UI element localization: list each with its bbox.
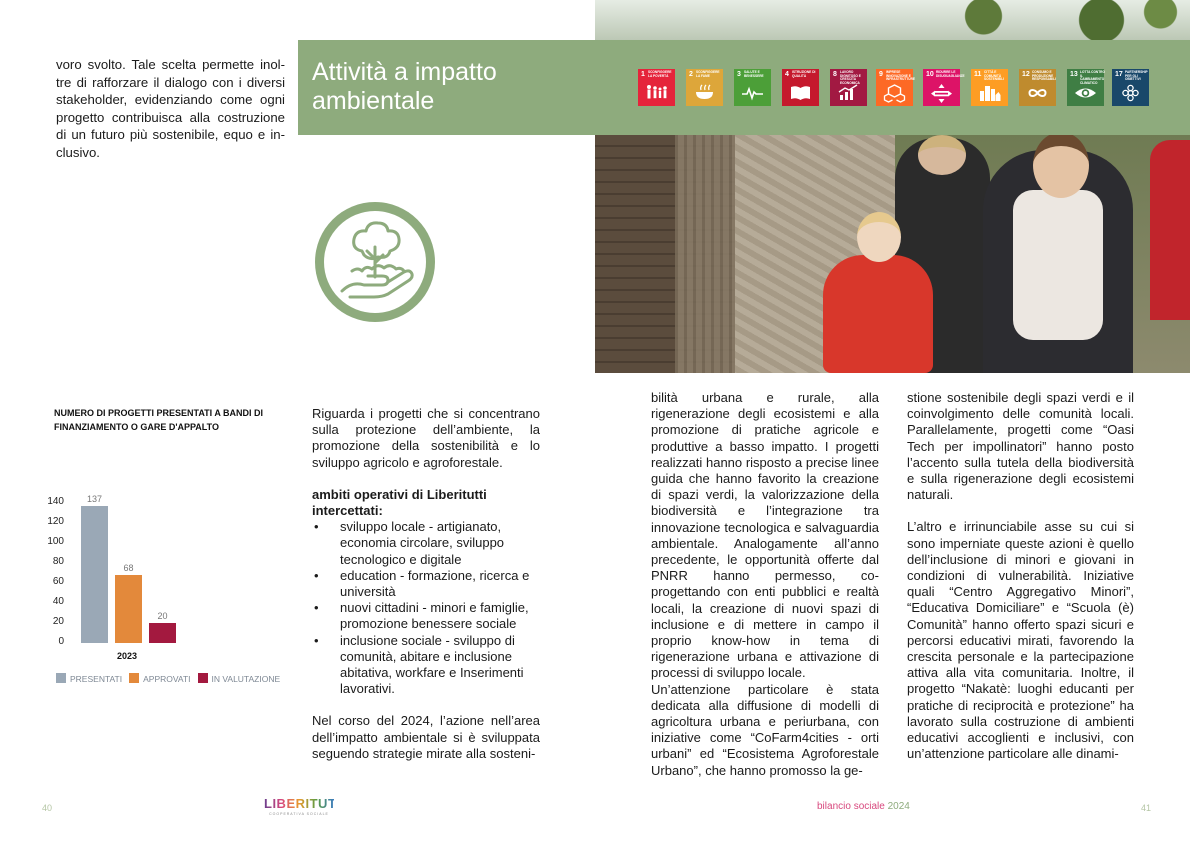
- sdg-goal-2: [686, 69, 723, 106]
- sdg-number: 17: [1115, 71, 1123, 78]
- legend-label: IN VALUTAZIONE: [211, 674, 281, 684]
- text-column-2: [312, 406, 540, 778]
- tree-in-hand-icon: [312, 199, 438, 325]
- heartbeat-icon: [741, 83, 764, 103]
- sdg-label: SALUTE E BENESSERE: [744, 70, 764, 78]
- sdg-goal-13: [1067, 69, 1104, 106]
- list-item: • education - formazione, ricerca e università: [312, 568, 540, 600]
- sdg-goal-17: [1112, 69, 1149, 106]
- legend-swatch: [56, 673, 66, 683]
- data-label: 137: [86, 494, 103, 504]
- intro-paragraph-col2: Riguarda i progetti che si concentrano sulla protezione dell’ambiente, la promozione della sostenibilità e lo sviluppo agricolo e agroforestale.: [312, 406, 540, 470]
- y-tick-label: 100: [47, 536, 64, 547]
- paragraph-col3-1: bilità urbana e rurale, alla rigenerazione degli ecosistemi e alla promozione di pratiche agricole e produttive a basso impatto. I progetti realizzati hanno risposto a precise linee guida che hanno favorito la creazione di spazi verdi, la valorizzazione della biodiversità e l’integrazione tra innovazione tecnologica e salvaguardia ambientale. Analogamente all’anno precedente, le opportunità offerte dal PNRR hanno permesso, co-progettando con enti pubblici e realtà locali, la creazione di nuovi spazi di inclusione e di mettere in campo il proprio know-how in tema di rigenerazione urbana e attivazione di processi di sviluppo locale.: [651, 390, 879, 681]
- page-number-right: 41: [1141, 803, 1152, 813]
- y-tick-label: 120: [47, 516, 64, 527]
- y-tick-label: 60: [52, 576, 64, 587]
- legend-label: PRESENTATI: [70, 674, 123, 684]
- legend-swatch: [129, 673, 139, 683]
- outro-paragraph-col2: Nel corso del 2024, l’azione nell’area dell’impatto ambientale si è sviluppata seguendo strategie mirate alla sosteni-: [312, 713, 540, 761]
- section-title: Attività a impatto ambientale: [312, 58, 497, 115]
- data-label: 20: [157, 611, 168, 621]
- sdg-number: 4: [785, 71, 789, 78]
- list-item: • nuovi cittadini - minori e famiglie, promozione benessere sociale: [312, 600, 540, 632]
- intro-line: progetto contribuisca alla costruzione: [56, 109, 285, 125]
- city-icon: [978, 83, 1001, 103]
- intro-paragraph: [56, 56, 285, 162]
- paragraph-col4-1: stione sostenibile degli spazi verdi e il coinvolgimento delle comunità locali. Parallelamente, progetti come “Oasi Tech per impollinatori” hanno posto l’accento sulla tutela della biodiversità e sulla rigenerazione degli ecosistemi naturali.: [907, 390, 1134, 503]
- sdg-goal-11: [971, 69, 1008, 106]
- sdg-goal-1: [638, 69, 675, 106]
- report-title: bilancio sociale 2024: [817, 801, 910, 812]
- sdg-label: RIDURRE LE DISUGUAGLIANZE: [936, 70, 965, 78]
- page-number-left: 40: [42, 803, 53, 813]
- x-category-label: 2023: [117, 651, 138, 661]
- sdg-label: IMPRESE INNOVAZIONE E INFRASTRUTTURE: [886, 70, 916, 82]
- bowl-icon: [693, 83, 716, 103]
- book-icon: [789, 83, 812, 103]
- projects-bar-chart: [40, 488, 290, 688]
- sdg-number: 13: [1070, 71, 1078, 78]
- list-item: • inclusione sociale - sviluppo di comunità, abitare e inclusione abitativa, workfare e Inserimenti lavorativi.: [312, 633, 540, 698]
- legend-label: APPROVATI: [143, 674, 191, 684]
- data-label: 68: [123, 563, 134, 573]
- sdg-goal-12: [1019, 69, 1056, 106]
- paragraph-col4-2: L’altro e irrinunciabile asse su cui si sono imperniate queste azioni è quello dell’inclusione di minori e giovani in condizioni di vulnerabilità. Iniziative quali “Centro Aggregativo Minori”, “Educativa Domiciliare” e “Scuola (è) Comunità” hanno offerto spazi sicuri e percorsi educativi mirati, favorendo la crescita personale e la partecipazione attiva alla vita comunitaria. Inoltre, il progetto “Nakatè: luoghi educanti per pratiche di reciprocità e protezione” ha lavorato sulla costruzione di ambienti educativi accoglienti e inclusivi, con un’attenzione particolare alle dinami-: [907, 519, 1134, 762]
- sdg-number: 3: [737, 71, 741, 78]
- sdg-goal-8: [830, 69, 867, 106]
- sdg-label: LOTTA CONTRO IL CAMBIAMENTO CLIMATICO: [1080, 70, 1105, 85]
- intro-line: voro svolto. Tale scelta permette inol-: [56, 57, 285, 72]
- sdg-number: 12: [1022, 71, 1030, 78]
- sdg-label: SCONFIGGERE LA FAME: [696, 70, 720, 78]
- sdg-label: CONSUMO E PRODUZIONE RESPONSABILI: [1032, 70, 1056, 82]
- y-tick-label: 80: [52, 556, 64, 567]
- y-tick-label: 140: [47, 496, 64, 507]
- chart-title: NUMERO DI PROGETTI PRESENTATI A BANDI DI FINANZIAMENTO O GARE D'APPALTO: [54, 408, 264, 432]
- sdg-goal-3: [734, 69, 771, 106]
- sdg-label: ISTRUZIONE DI QUALITÀ: [792, 70, 816, 78]
- sdg-number: 9: [879, 71, 883, 78]
- bar-in-valutazione: [149, 623, 176, 643]
- growth-chart-icon: [837, 83, 860, 103]
- intro-line: clusivo.: [56, 144, 100, 160]
- cubes-icon: [883, 83, 906, 103]
- liberitutti-logo: LIBERITUTTI COOPERATIVA SOCIALE: [264, 796, 349, 816]
- sdg-number: 2: [689, 71, 693, 78]
- sdg-label: CITTÀ E COMUNITÀ SOSTENIBILI: [984, 70, 1005, 82]
- equality-icon: [930, 83, 953, 103]
- text-column-4: [907, 390, 1134, 778]
- paragraph-col3-2: Un’attenzione particolare è stata dedicata alla diffusione di modelli di agricoltura urbana e periurbana, con iniziative come “CoFarm4cities - orti urbani” ed “Ecosistema Agroforestale Urbano”, che hanno promosso la ge-: [651, 681, 879, 778]
- legend-item: [56, 673, 122, 684]
- ambiti-list: [312, 519, 540, 697]
- sdg-goal-9: [876, 69, 916, 106]
- intro-line: di un futuro più sostenibile, equo e in-: [56, 127, 285, 143]
- list-item: • sviluppo locale - artigianato, economia circolare, sviluppo tecnologico e digitale: [312, 519, 540, 568]
- legend-item: [198, 673, 281, 684]
- y-tick-label: 40: [52, 596, 64, 607]
- chart-legend: [56, 673, 287, 684]
- sdg-number: 10: [926, 71, 934, 78]
- sdg-goal-4: [782, 69, 819, 106]
- sdg-number: 11: [974, 71, 982, 78]
- bar-approvati: [115, 575, 142, 643]
- y-tick-label: 0: [58, 636, 64, 647]
- intro-line: tre di rafforzare il dialogo con i diversi: [56, 74, 285, 90]
- flower-icon: [1119, 83, 1142, 103]
- legend-item: [129, 673, 190, 684]
- y-tick-label: 20: [52, 616, 64, 627]
- eye-globe-icon: [1074, 83, 1097, 103]
- sdg-goal-10: [923, 69, 965, 106]
- sdg-label: SCONFIGGERE LA POVERTÀ: [648, 70, 672, 78]
- sdg-number: 1: [641, 71, 645, 78]
- bar-presentati: [81, 506, 108, 643]
- infinity-icon: [1026, 83, 1049, 103]
- family-icon: [645, 83, 668, 103]
- sdg-number: 8: [833, 71, 837, 78]
- legend-swatch: [198, 673, 208, 683]
- sdg-label: LAVORO DIGNITOSO E CRESCITA ECONOMICA: [840, 70, 861, 85]
- intro-line: stakeholder, evidenziando come ogni: [56, 92, 285, 108]
- ambiti-heading: ambiti operativi di Liberitutti intercettati:: [312, 486, 487, 519]
- sdg-label: PARTNERSHIP PER GLI OBIETTIVI: [1125, 70, 1148, 82]
- text-column-3: [651, 390, 879, 795]
